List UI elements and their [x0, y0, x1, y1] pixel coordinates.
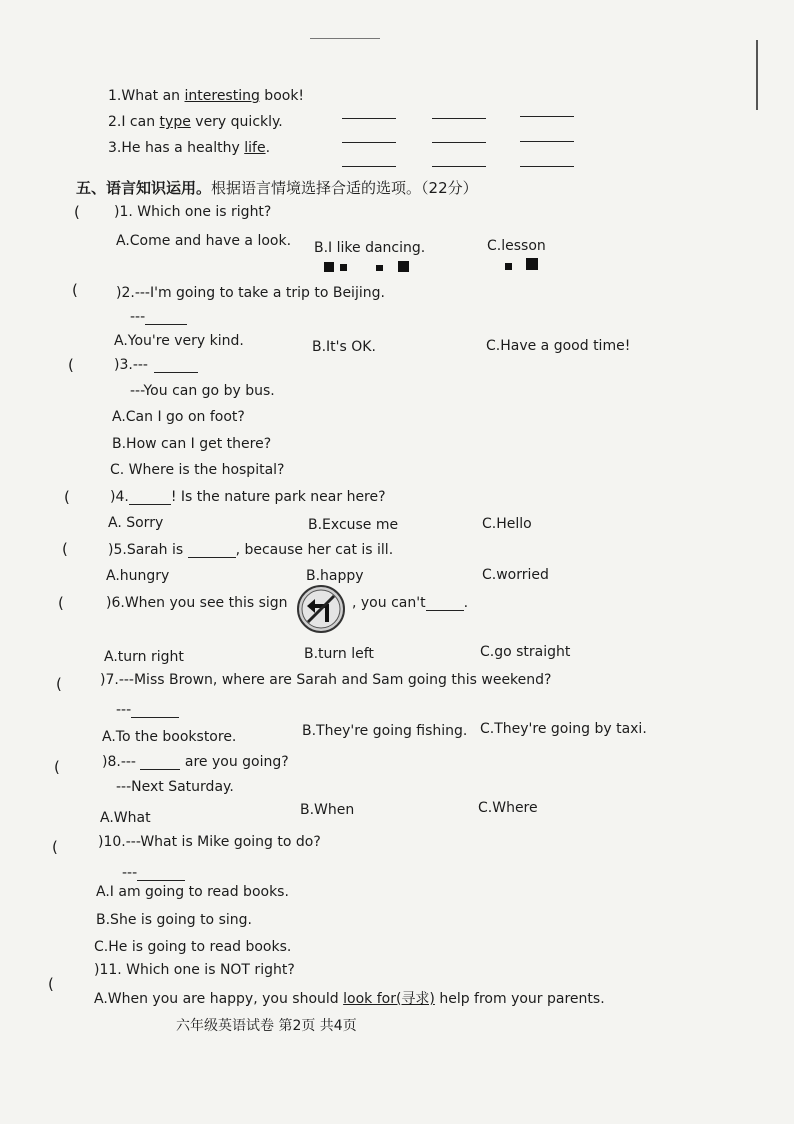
- answer-paren[interactable]: (: [54, 758, 60, 776]
- stem-text: )3.---: [114, 357, 148, 373]
- section-instruction: 根据语言情境选择合适的选项。（22分）: [211, 179, 478, 197]
- option-c: C.He is going to read books.: [94, 939, 292, 955]
- answer-blank[interactable]: [140, 769, 180, 770]
- reply-text: ---Next Saturday.: [116, 779, 234, 795]
- stem-text: , because her cat is ill.: [235, 542, 394, 558]
- question-stem: [110, 489, 386, 505]
- answer-blank[interactable]: [520, 166, 574, 167]
- underlined-word: type: [159, 114, 191, 130]
- option-text: A.When you are happy, you should: [94, 991, 344, 1007]
- question-stem: [102, 754, 289, 770]
- stem-text: .: [463, 595, 469, 611]
- option-a: A.turn right: [104, 649, 184, 665]
- redaction-mark: [376, 265, 383, 271]
- section-number: 五、: [76, 179, 107, 197]
- answer-paren[interactable]: (: [64, 488, 70, 506]
- answer-blank[interactable]: [432, 142, 486, 143]
- answer-paren[interactable]: (: [62, 540, 68, 558]
- redaction-mark: [526, 258, 538, 270]
- underlined-phrase: look for(寻求): [343, 991, 435, 1007]
- stem-text: ! Is the nature park near here?: [170, 489, 386, 505]
- section-title: 语言知识运用。: [106, 179, 212, 197]
- option-a: A.hungry: [106, 568, 170, 584]
- answer-blank[interactable]: [342, 118, 396, 119]
- question-stem: )10.---What is Mike going to do?: [98, 834, 321, 850]
- option-c: C.go straight: [480, 644, 571, 660]
- option-b: B.It's OK.: [312, 339, 376, 355]
- option-c: C. Where is the hospital?: [110, 462, 285, 478]
- answer-paren[interactable]: (: [48, 975, 54, 993]
- option-a: A.Can I go on foot?: [112, 409, 245, 425]
- question-stem-tail: [352, 595, 468, 611]
- option-a: [94, 988, 605, 1008]
- reply-text: ---You can go by bus.: [130, 383, 275, 399]
- answer-paren[interactable]: (: [74, 203, 80, 221]
- answer-paren[interactable]: (: [72, 281, 78, 299]
- answer-blank[interactable]: [520, 141, 574, 142]
- question-stem: )7.---Miss Brown, where are Sarah and Sam going this weekend?: [100, 672, 552, 688]
- redaction-mark: [340, 264, 347, 271]
- reply-text: ---: [116, 702, 132, 718]
- option-a: A.You're very kind.: [114, 333, 244, 349]
- option-b: B.She is going to sing.: [96, 912, 252, 928]
- reply-line: [122, 865, 185, 881]
- answer-blank[interactable]: [426, 610, 464, 611]
- option-b: B.Excuse me: [308, 517, 399, 533]
- answer-blank[interactable]: [188, 557, 236, 558]
- reply-line: [130, 309, 187, 325]
- page-footer: 六年级英语试卷 第2页 共4页: [176, 1018, 357, 1034]
- option-b: B.turn left: [304, 646, 374, 662]
- option-text: help from your parents.: [434, 991, 605, 1007]
- option-c: C.Hello: [482, 516, 532, 532]
- edge-mark: [756, 40, 758, 110]
- part4-item-1: [108, 88, 304, 104]
- stem-text: )8.---: [102, 754, 141, 770]
- option-b: B.I like dancing.: [314, 240, 426, 256]
- option-a: A.I am going to read books.: [96, 884, 289, 900]
- option-b: B.happy: [306, 568, 364, 584]
- question-stem: )2.---I'm going to take a trip to Beijing.: [116, 285, 385, 301]
- part4-item-3: [108, 140, 270, 156]
- no-left-turn-sign-icon: [296, 584, 346, 634]
- item-text: 1.What an: [108, 88, 185, 104]
- redaction-mark: [505, 263, 512, 270]
- option-a: A.What: [100, 810, 151, 826]
- question-stem: [108, 542, 393, 558]
- option-c: C.Have a good time!: [486, 338, 631, 354]
- answer-blank[interactable]: [432, 166, 486, 167]
- option-a: A.Come and have a look.: [116, 233, 292, 249]
- redaction-mark: [398, 261, 409, 272]
- reply-line: [116, 702, 179, 718]
- underlined-word: life: [244, 140, 266, 156]
- underlined-word: interesting: [184, 88, 260, 104]
- answer-blank[interactable]: [137, 880, 185, 881]
- question-stem: )6.When you see this sign: [106, 595, 288, 611]
- option-b: B.They're going fishing.: [302, 723, 468, 739]
- question-stem: )11. Which one is NOT right?: [94, 962, 295, 978]
- answer-blank[interactable]: [520, 116, 574, 117]
- answer-paren[interactable]: (: [58, 594, 64, 612]
- option-a: A. Sorry: [108, 515, 164, 531]
- item-text: .: [265, 140, 271, 156]
- reply-text: ---: [122, 865, 138, 881]
- question-stem: )1. Which one is right?: [114, 204, 272, 220]
- option-c: C.Where: [478, 800, 538, 816]
- answer-blank[interactable]: [131, 717, 179, 718]
- answer-blank[interactable]: [129, 504, 171, 505]
- redaction-mark: [324, 262, 334, 272]
- option-c: C.They're going by taxi.: [480, 721, 647, 737]
- section-heading: [76, 177, 478, 198]
- answer-blank[interactable]: [342, 142, 396, 143]
- answer-paren[interactable]: (: [68, 356, 74, 374]
- item-text: book!: [259, 88, 305, 104]
- option-c: C.lesson: [487, 238, 546, 254]
- item-text: 2.I can: [108, 114, 160, 130]
- stem-text: )5.Sarah is: [108, 542, 188, 558]
- item-text: very quickly.: [190, 114, 283, 130]
- top-rule: [310, 38, 380, 39]
- option-b: B.How can I get there?: [112, 436, 272, 452]
- option-b: B.When: [300, 802, 355, 818]
- answer-paren[interactable]: (: [52, 838, 58, 856]
- answer-paren[interactable]: (: [56, 675, 62, 693]
- stem-text: )4.: [110, 489, 129, 505]
- stem-text: are you going?: [180, 754, 289, 770]
- answer-blank[interactable]: [342, 166, 396, 167]
- stem-text: , you can't: [352, 595, 426, 611]
- answer-blank[interactable]: [154, 372, 198, 373]
- question-stem: [114, 357, 198, 373]
- part4-item-2: [108, 114, 283, 130]
- answer-blank[interactable]: [145, 324, 187, 325]
- option-c: C.worried: [482, 567, 549, 583]
- answer-blank[interactable]: [432, 118, 486, 119]
- item-text: 3.He has a healthy: [108, 140, 245, 156]
- option-a: A.To the bookstore.: [102, 729, 237, 745]
- reply-text: ---: [130, 309, 146, 325]
